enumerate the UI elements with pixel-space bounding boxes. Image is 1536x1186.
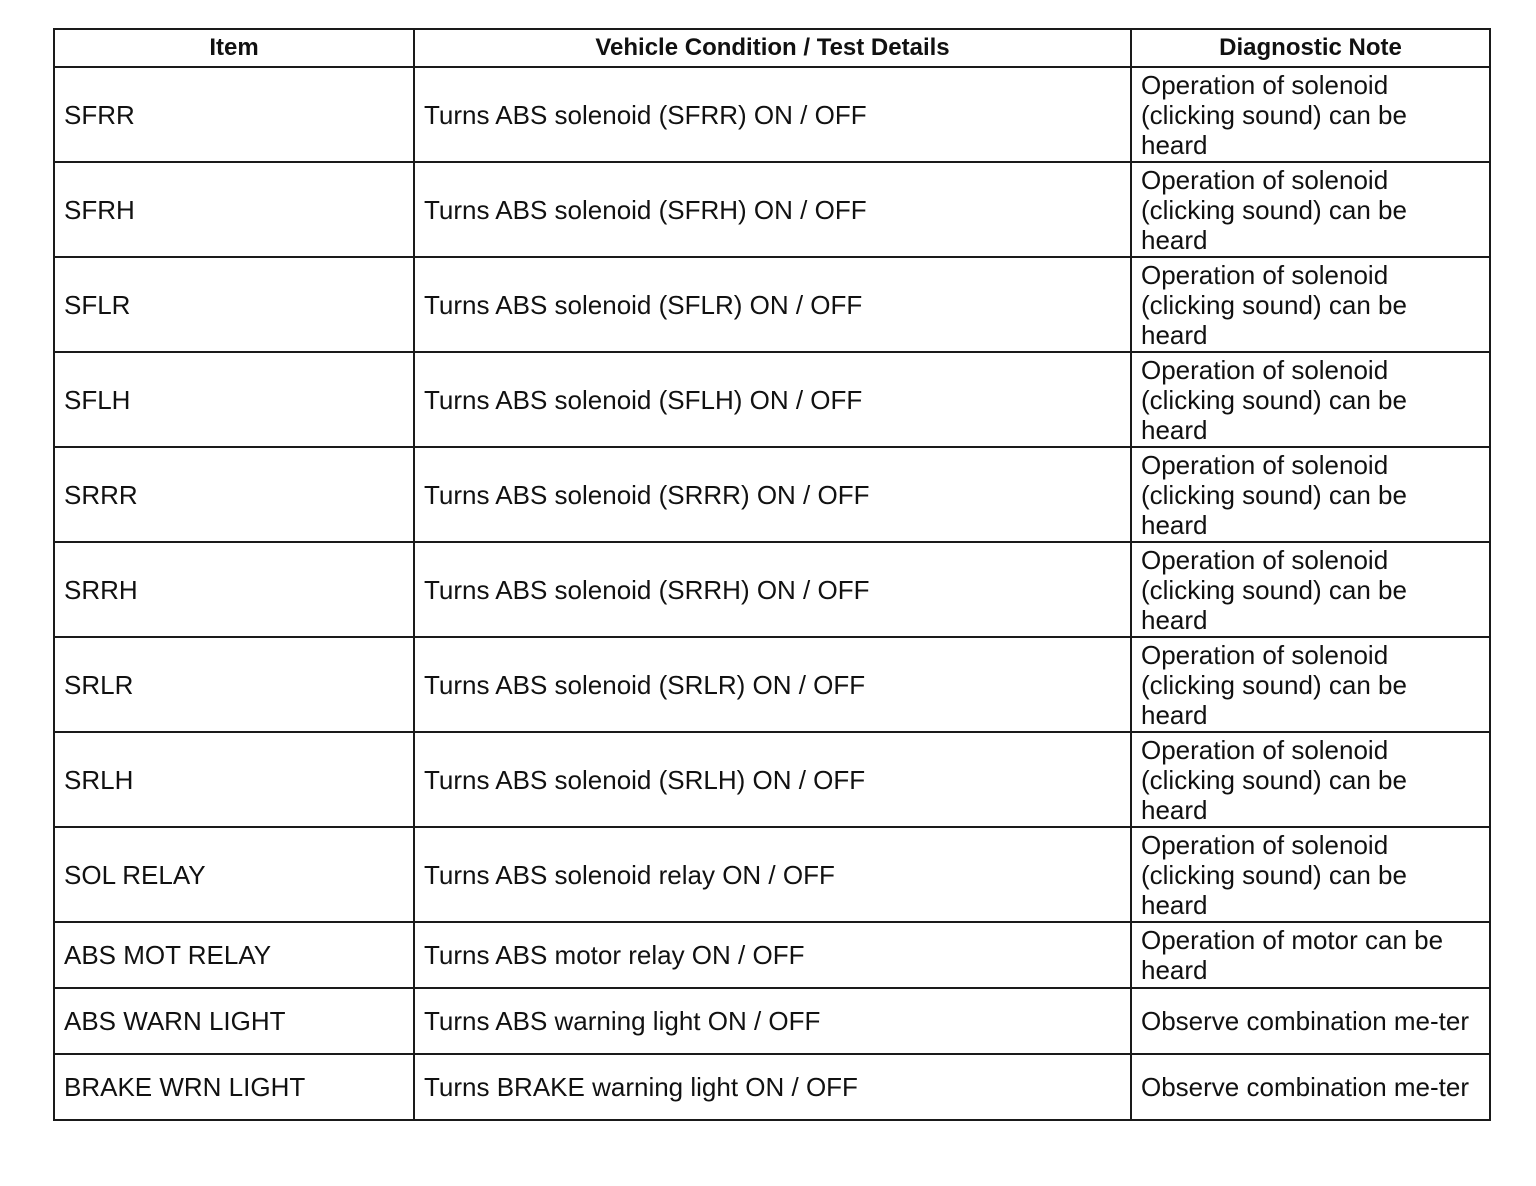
table-row: [54, 257, 1490, 352]
note-cell: Operation of solenoid (clicking sound) can be heard: [1131, 732, 1490, 827]
condition-cell: Turns ABS solenoid (SRRH) ON / OFF: [414, 542, 1131, 637]
note-cell: Operation of solenoid (clicking sound) can be heard: [1131, 67, 1490, 162]
table-row: [54, 352, 1490, 447]
condition-cell: Turns ABS motor relay ON / OFF: [414, 922, 1131, 988]
note-cell: Operation of solenoid (clicking sound) can be heard: [1131, 447, 1490, 542]
condition-cell: Turns ABS solenoid (SFLR) ON / OFF: [414, 257, 1131, 352]
table-row: [54, 988, 1490, 1054]
item-cell: ABS MOT RELAY: [54, 922, 414, 988]
item-cell: BRAKE WRN LIGHT: [54, 1054, 414, 1120]
note-cell: Operation of solenoid (clicking sound) can be heard: [1131, 352, 1490, 447]
table-row: [54, 542, 1490, 637]
table-row: [54, 732, 1490, 827]
note-cell: Operation of motor can be heard: [1131, 922, 1490, 988]
item-cell: SRLR: [54, 637, 414, 732]
note-cell: Operation of solenoid (clicking sound) can be heard: [1131, 257, 1490, 352]
condition-cell: Turns BRAKE warning light ON / OFF: [414, 1054, 1131, 1120]
table-row: [54, 922, 1490, 988]
condition-cell: Turns ABS solenoid (SRLH) ON / OFF: [414, 732, 1131, 827]
item-cell: SOL RELAY: [54, 827, 414, 922]
table-header-row: [54, 29, 1490, 67]
note-cell: Operation of solenoid (clicking sound) can be heard: [1131, 542, 1490, 637]
condition-cell: Turns ABS solenoid (SFLH) ON / OFF: [414, 352, 1131, 447]
item-cell: SRRR: [54, 447, 414, 542]
note-cell: Operation of solenoid (clicking sound) can be heard: [1131, 637, 1490, 732]
table-row: [54, 447, 1490, 542]
note-cell: Operation of solenoid (clicking sound) can be heard: [1131, 827, 1490, 922]
condition-cell: Turns ABS solenoid (SFRR) ON / OFF: [414, 67, 1131, 162]
note-cell: Observe combination me-ter: [1131, 988, 1490, 1054]
item-cell: SFLH: [54, 352, 414, 447]
item-cell: SFRH: [54, 162, 414, 257]
item-cell: ABS WARN LIGHT: [54, 988, 414, 1054]
header-condition: Vehicle Condition / Test Details: [414, 29, 1131, 67]
item-cell: SFLR: [54, 257, 414, 352]
header-item: Item: [54, 29, 414, 67]
condition-cell: Turns ABS warning light ON / OFF: [414, 988, 1131, 1054]
table-row: [54, 162, 1490, 257]
condition-cell: Turns ABS solenoid (SFRH) ON / OFF: [414, 162, 1131, 257]
item-cell: SRLH: [54, 732, 414, 827]
diagnostic-table: [53, 28, 1491, 1121]
item-cell: SRRH: [54, 542, 414, 637]
note-cell: Observe combination me-ter: [1131, 1054, 1490, 1120]
header-note: Diagnostic Note: [1131, 29, 1490, 67]
condition-cell: Turns ABS solenoid relay ON / OFF: [414, 827, 1131, 922]
note-cell: Operation of solenoid (clicking sound) can be heard: [1131, 162, 1490, 257]
table-row: [54, 1054, 1490, 1120]
condition-cell: Turns ABS solenoid (SRRR) ON / OFF: [414, 447, 1131, 542]
item-cell: SFRR: [54, 67, 414, 162]
table-row: [54, 637, 1490, 732]
table-row: [54, 827, 1490, 922]
condition-cell: Turns ABS solenoid (SRLR) ON / OFF: [414, 637, 1131, 732]
table-row: [54, 67, 1490, 162]
